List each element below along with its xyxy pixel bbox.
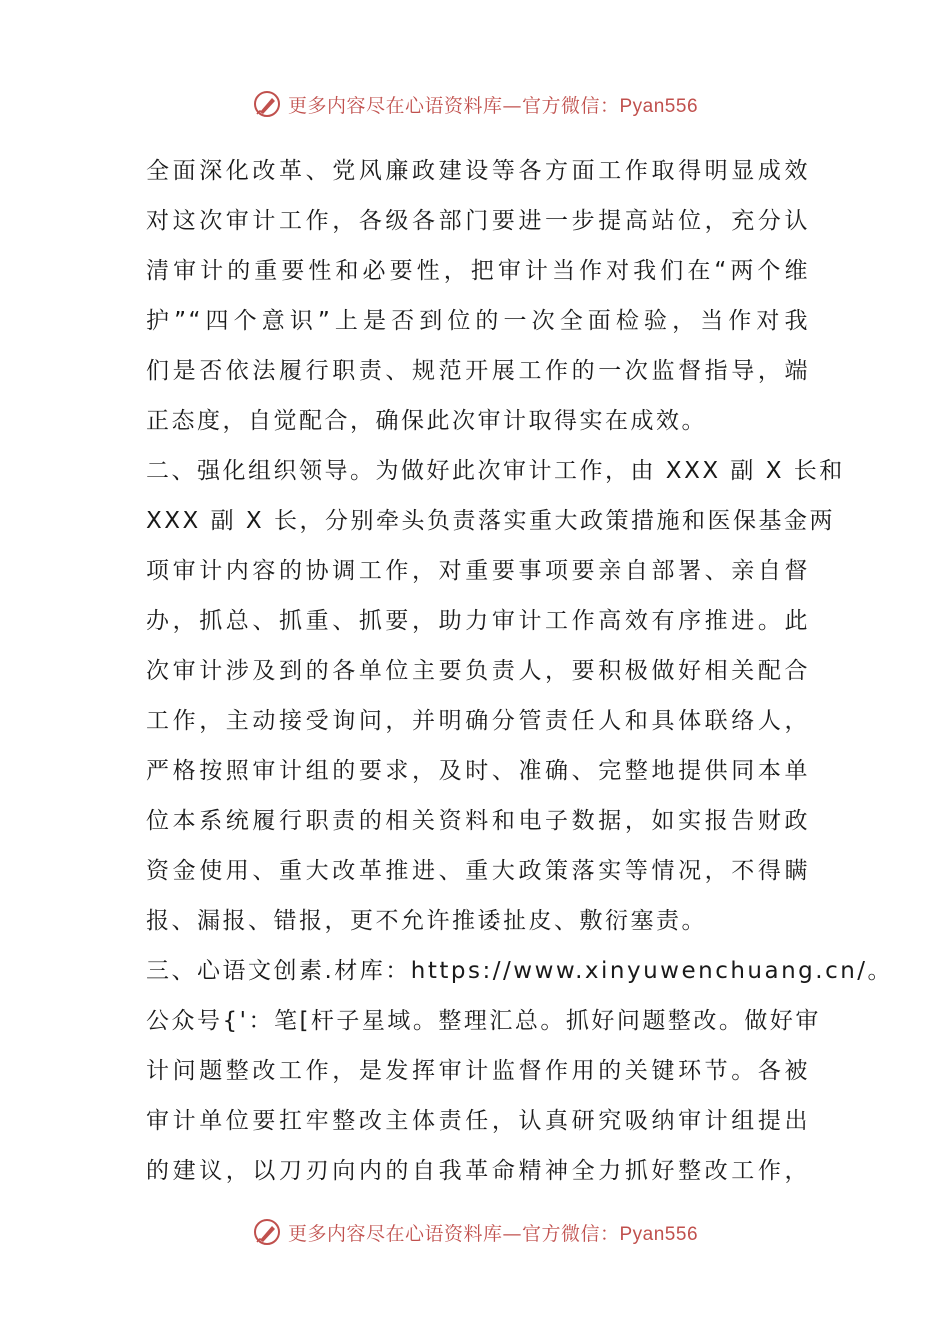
text-line: 正态度，自觉配合，确保此次审计取得实在成效。	[146, 408, 707, 434]
watermark-label: 更多内容尽在心语资料库—官方微信：	[287, 94, 620, 117]
text-line: 办，抓总、抓重、抓要，助力审计工作高效有序推进。此	[146, 608, 810, 634]
text-line: 们是否依法履行职责、规范开展工作的一次监督指导，端	[146, 358, 810, 384]
text-line: 报、漏报、错报，更不允许推诿扯皮、敷衍塞责。	[146, 908, 707, 934]
text-line: 次审计涉及到的各单位主要负责人，要积极做好相关配合	[146, 658, 810, 684]
watermark-handle: Pyan556	[619, 1223, 699, 1245]
text-line: 严格按照审计组的要求，及时、准确、完整地提供同本单	[146, 758, 810, 784]
text-line: 审计单位要扛牢整改主体责任，认真研究吸纳审计组提出	[146, 1108, 810, 1134]
header-watermark	[0, 84, 950, 124]
text-line: 对这次审计工作，各级各部门要进一步提高站位，充分认	[146, 208, 810, 234]
document-body	[146, 146, 894, 1196]
text-line: 计问题整改工作，是发挥审计监督作用的关键环节。各被	[146, 1058, 810, 1084]
pen-logo-icon	[252, 89, 282, 119]
text-line: 工作，主动接受询问，并明确分管责任人和具体联络人，	[146, 708, 810, 734]
text-line: 位本系统履行职责的相关资料和电子数据，如实报告财政	[146, 808, 810, 834]
watermark-label: 更多内容尽在心语资料库—官方微信：	[287, 1222, 620, 1245]
watermark-text	[288, 1219, 698, 1246]
text-line: 护”“四个意识”上是否到位的一次全面检验，当作对我	[146, 308, 810, 334]
watermark-handle: Pyan556	[619, 95, 699, 117]
text-line: 清审计的重要性和必要性，把审计当作对我们在“两个维	[146, 258, 810, 284]
text-line: XXX 副 X 长，分别牵头负责落实重大政策措施和医保基金两	[146, 508, 835, 534]
text-line: 二、强化组织领导。为做好此次审计工作，由 XXX 副 X 长和	[146, 458, 845, 484]
pen-logo-icon	[252, 1217, 282, 1247]
text-line: 全面深化改革、党风廉政建设等各方面工作取得明显成效	[146, 158, 810, 184]
text-line: 项审计内容的协调工作，对重要事项要亲自部署、亲自督	[146, 558, 810, 584]
text-line: 的建议，以刀刃向内的自我革命精神全力抓好整改工作，	[146, 1158, 810, 1184]
text-line: 资金使用、重大改革推进、重大政策落实等情况，不得瞒	[146, 858, 810, 884]
text-line-url: 三、心语文创素.材库：https://www.xinyuwenchuang.cn/。	[146, 958, 894, 984]
footer-watermark	[0, 1212, 950, 1252]
watermark-text	[288, 91, 698, 118]
text-line: 公众号{'：笔[杆子星域。整理汇总。抓好问题整改。做好审	[146, 1008, 821, 1034]
